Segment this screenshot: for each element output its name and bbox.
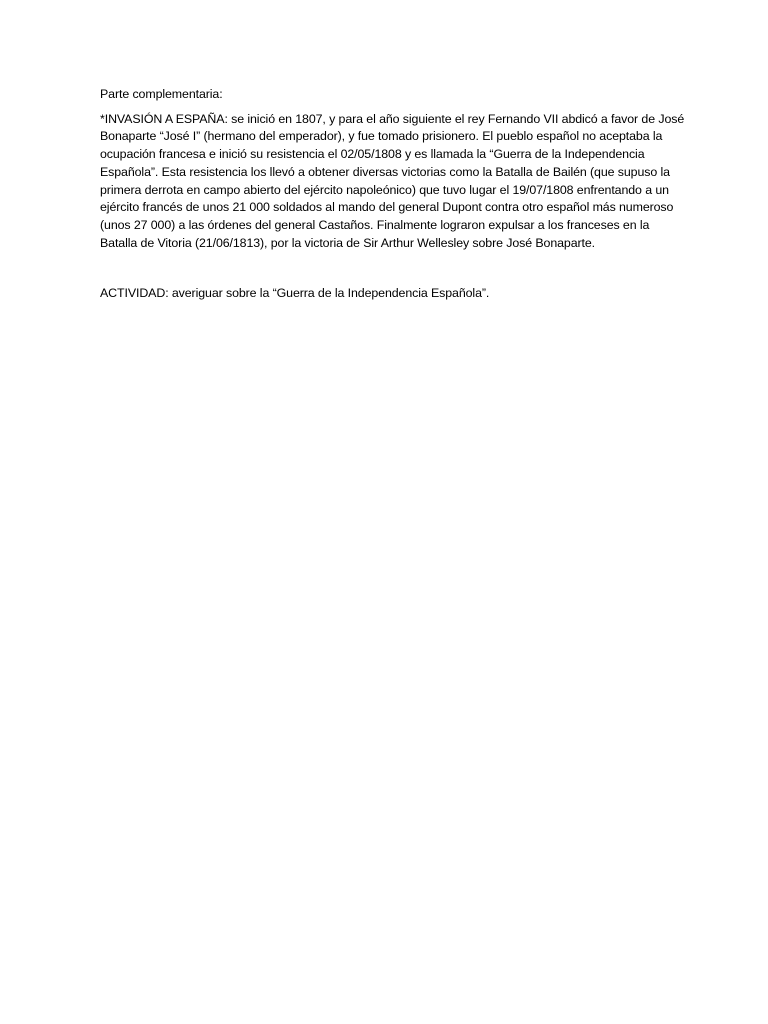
document-body <box>100 86 685 303</box>
activity-paragraph: ACTIVIDAD: averiguar sobre la “Guerra de la Independencia Española”. <box>100 286 490 301</box>
invasion-paragraph: *INVASIÓN A ESPAÑA: se inició en 1807, y para el año siguiente el rey Fernando VII abdicó a favor de José Bonaparte “José I” (hermano del emperador), y fue tomado prisionero. El pueblo español no aceptaba la ocupación francesa e inició su resistencia el 02/05/1808 y es llamada la “Guerra de la Independencia Española”. Esta resistencia los llevó a obtener diversas victorias como la Batalla de Bailén (que supuso la primera derrota en campo abierto del ejército napoleónico) que tuvo lugar el 19/07/1808 enfrentando a un ejército francés de unos 21 000 soldados al mando del general Dupont contra otro español más numeroso (unos 27 000) a las órdenes del general Castaños. Finalmente lograron expulsar a los franceses en la Batalla de Vitoria (21/06/1813), por la victoria de Sir Arthur Wellesley sobre José Bonaparte. <box>100 111 685 250</box>
section-heading: Parte complementaria: <box>100 87 223 101</box>
